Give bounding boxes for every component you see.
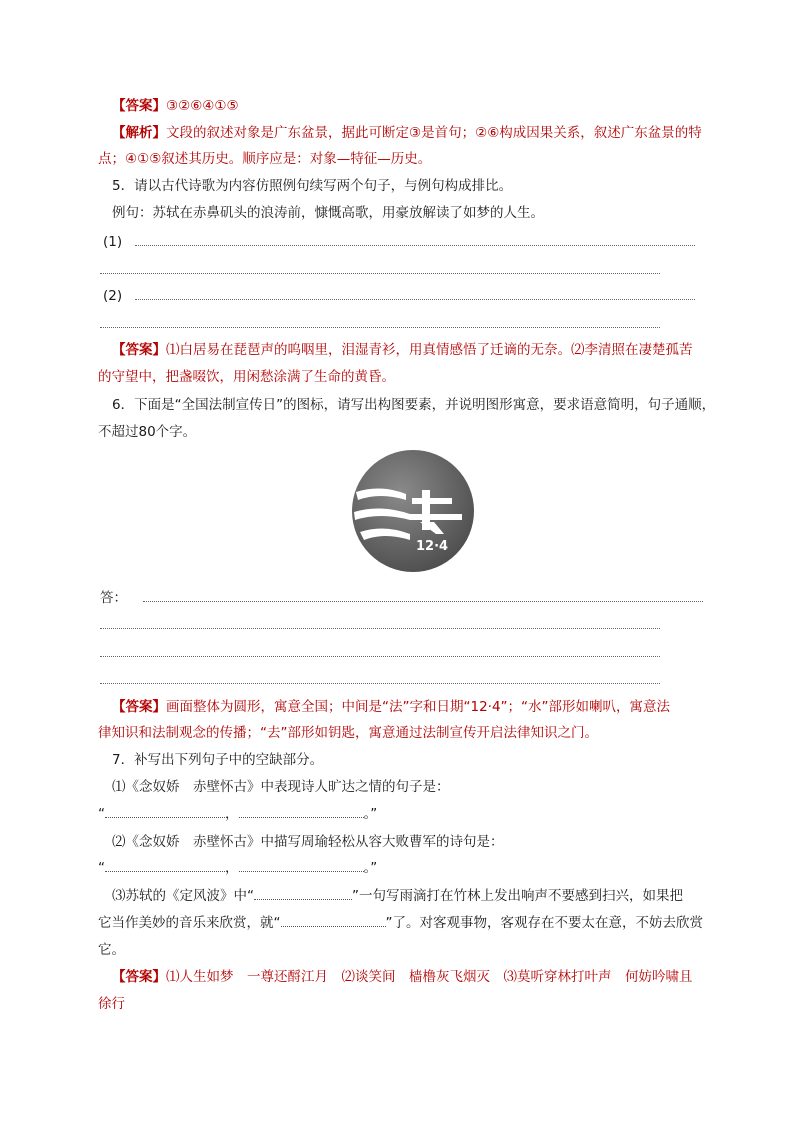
answer-5-line2: 的守望中，把盏啜饮，用闲愁涂满了生命的黄昏。 <box>98 369 395 385</box>
open-quote: “ <box>98 806 105 822</box>
close-quote: 。” <box>363 806 378 822</box>
explanation-text: 文段的叙述对象是广东盆景，据此可断定③是首句；②⑥构成因果关系，叙述广东盆景的特 <box>166 125 702 141</box>
answer-line[interactable] <box>143 601 703 602</box>
logo-key-stroke <box>410 514 462 520</box>
question-5-stem: 5．请以古代诗歌为内容仿照例句续写两个句子，与例句构成排比。 <box>112 178 513 194</box>
question-6-line1: 6．下面是“全国法制宣传日”的图标，请写出构图要素，并说明图形寓意，要求语意简明，句子通顺， <box>112 397 716 413</box>
legal-day-logo <box>350 448 476 574</box>
question-7-part-3-line1 <box>112 886 683 906</box>
answer-label: 【答案】 <box>112 98 166 114</box>
answer-7-line2: 徐行 <box>98 996 125 1012</box>
explanation-label: 【解析】 <box>112 125 166 141</box>
close-quote: 。” <box>363 860 378 876</box>
part-3-text-b: ”一句写雨滴打在竹林上发出响声不要感到扫兴，如果把 <box>352 888 683 904</box>
answer-6-line2: 律知识和法制观念的传播；“去”部形如钥匙，寓意通过法制宣传开启法律知识之门。 <box>98 725 598 741</box>
fill-blank[interactable] <box>239 805 364 818</box>
answer-prompt: 答： <box>100 590 127 606</box>
answer-4 <box>112 96 239 116</box>
comma: ， <box>225 860 239 876</box>
logo-key-stroke <box>412 498 452 504</box>
question-5-item-1: (1) <box>103 234 123 250</box>
answer-line[interactable] <box>100 327 660 328</box>
logo-char: 法 <box>350 448 351 449</box>
question-7-part-3-line2 <box>98 913 703 933</box>
answer-text: ⑴人生如梦 一尊还酹江月 ⑵谈笑间 樯橹灰飞烟灭 ⑶莫听穿林打叶声 何妨吟啸且 <box>166 969 693 985</box>
answer-text: 画面整体为圆形，寓意全国；中间是“法”字和日期“12·4”；“水”部形如喇叭，寓意法 <box>166 699 671 715</box>
question-7-part-2: ⑵《念奴娇 赤壁怀古》中描写周瑜轻松从容大败曹军的诗句是： <box>112 834 504 850</box>
logo-date: 12·4 <box>416 539 449 554</box>
fill-blank[interactable] <box>239 859 364 872</box>
question-5-example: 例句：苏轼在赤鼻矶头的浪涛前，慷慨高歌，用豪放解读了如梦的人生。 <box>112 205 544 221</box>
answer-text: ⑴白居易在琵琶声的呜咽里，泪湿青衫，用真情感悟了迁谪的无奈。⑵李清照在凄楚孤苦 <box>166 342 693 358</box>
fill-blank[interactable] <box>105 805 225 818</box>
answer-6-line1 <box>112 697 670 717</box>
answer-label: 【答案】 <box>112 342 166 358</box>
fill-blank[interactable] <box>105 859 225 872</box>
explanation-4-line1 <box>112 123 702 143</box>
question-7-part-1-blanks <box>98 804 377 824</box>
explanation-4-line2: 点；④①⑤叙述其历史。顺序应是：对象—特征—历史。 <box>98 151 432 167</box>
answer-5-line1 <box>112 340 693 360</box>
answer-line[interactable] <box>135 299 695 300</box>
answer-line[interactable] <box>100 273 660 274</box>
question-6-line2: 不超过80个字。 <box>98 424 197 440</box>
part-3-text-a: ⑶苏轼的《定风波》中“ <box>112 888 254 904</box>
fill-blank[interactable] <box>281 914 386 927</box>
answer-line[interactable] <box>135 245 695 246</box>
answer-label: 【答案】 <box>112 699 166 715</box>
fill-blank[interactable] <box>254 887 352 900</box>
question-7-part-2-blanks <box>98 858 377 878</box>
answer-text: ③②⑥④①⑤ <box>166 98 239 114</box>
comma: ， <box>225 806 239 822</box>
question-7-part-1: ⑴《念奴娇 赤壁怀古》中表现诗人旷达之情的句子是： <box>112 779 450 795</box>
answer-7-line1 <box>112 967 693 987</box>
question-7-part-3-line3: 它。 <box>98 942 125 958</box>
question-5-item-2: (2) <box>103 288 123 304</box>
answer-line[interactable] <box>100 656 660 657</box>
part-3-text-c: 它当作美妙的音乐来欣赏，就“ <box>98 915 281 931</box>
answer-line[interactable] <box>100 628 660 629</box>
part-3-text-d: ”了。对客观事物，客观存在不要太在意，不妨去欣赏 <box>385 915 703 931</box>
open-quote: “ <box>98 860 105 876</box>
question-7-stem: 7．补写出下列句子中的空缺部分。 <box>112 752 324 768</box>
answer-label: 【答案】 <box>112 969 166 985</box>
answer-line[interactable] <box>100 683 660 684</box>
